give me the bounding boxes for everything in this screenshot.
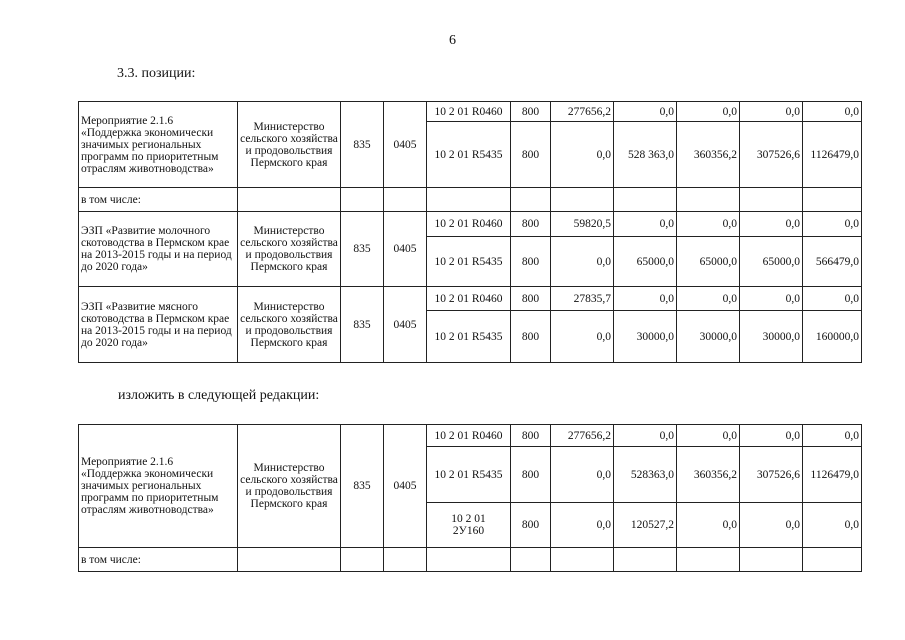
amount-cell: 0,0 (740, 425, 803, 447)
vr-code: 800 (511, 212, 551, 237)
empty-cell (341, 548, 384, 572)
empty-cell (511, 188, 551, 212)
amount-cell: 0,0 (551, 503, 614, 548)
vr-code: 800 (511, 425, 551, 447)
empty-cell (677, 188, 740, 212)
table-row (79, 102, 862, 122)
grbs-code: 835 (341, 212, 384, 287)
vr-code: 800 (511, 447, 551, 503)
empty-cell (803, 188, 862, 212)
amount-cell: 0,0 (551, 447, 614, 503)
org-name: Министерство сельского хозяйства и продовольствия Пермского края (238, 212, 341, 287)
vr-code: 800 (511, 102, 551, 122)
vr-code: 800 (511, 122, 551, 188)
amount-cell: 0,0 (551, 122, 614, 188)
amount-cell: 0,0 (551, 237, 614, 287)
amount-cell: 30000,0 (677, 311, 740, 363)
empty-cell (384, 548, 427, 572)
rzpr-code: 0405 (384, 212, 427, 287)
csr-code: 10 2 01 R0460 (427, 102, 511, 122)
amount-cell: 277656,2 (551, 425, 614, 447)
amount-cell: 0,0 (614, 102, 677, 122)
amount-cell: 307526,6 (740, 447, 803, 503)
amount-cell: 160000,0 (803, 311, 862, 363)
amount-cell: 0,0 (677, 503, 740, 548)
empty-cell (677, 548, 740, 572)
empty-cell (427, 188, 511, 212)
amount-cell: 0,0 (803, 503, 862, 548)
csr-code: 10 2 01 2У160 (427, 503, 511, 548)
including-label: в том числе: (79, 548, 238, 572)
table-row (79, 212, 862, 237)
amount-cell: 0,0 (677, 425, 740, 447)
empty-cell (551, 188, 614, 212)
amount-cell: 59820,5 (551, 212, 614, 237)
csr-code: 10 2 01 R0460 (427, 287, 511, 311)
amount-cell: 528363,0 (614, 447, 677, 503)
amount-cell: 277656,2 (551, 102, 614, 122)
table-row (79, 548, 862, 572)
vr-code: 800 (511, 311, 551, 363)
empty-cell (238, 188, 341, 212)
amount-cell: 0,0 (614, 287, 677, 311)
page-number: 6 (449, 33, 456, 48)
amount-cell: 360356,2 (677, 447, 740, 503)
amount-cell: 0,0 (740, 212, 803, 237)
measure-name: Мероприятие 2.1.6 «Поддержка экономически значимых региональных программ по приоритетным отраслям животноводства» (79, 425, 238, 548)
table-new (78, 424, 862, 572)
table-row (79, 425, 862, 447)
empty-cell (614, 188, 677, 212)
empty-cell (803, 548, 862, 572)
empty-cell (511, 548, 551, 572)
empty-cell (341, 188, 384, 212)
amount-cell: 566479,0 (803, 237, 862, 287)
amount-cell: 65000,0 (614, 237, 677, 287)
amount-cell: 0,0 (803, 102, 862, 122)
empty-cell (551, 548, 614, 572)
csr-code: 10 2 01 R0460 (427, 425, 511, 447)
amount-cell: 65000,0 (677, 237, 740, 287)
amount-cell: 120527,2 (614, 503, 677, 548)
amount-cell: 0,0 (803, 287, 862, 311)
amount-cell: 360356,2 (677, 122, 740, 188)
org-name: Министерство сельского хозяйства и продовольствия Пермского края (238, 425, 341, 548)
grbs-code: 835 (341, 287, 384, 363)
heading-new-edition: изложить в следующей редакции: (118, 388, 320, 403)
amount-cell: 0,0 (677, 212, 740, 237)
program-name: ЭЗП «Развитие мясного скотоводства в Пермском крае на 2013-2015 годы и на период до 2020 года» (79, 287, 238, 363)
table-row (79, 188, 862, 212)
amount-cell: 0,0 (614, 212, 677, 237)
rzpr-code: 0405 (384, 287, 427, 363)
heading-positions: 3.3. позиции: (117, 66, 196, 81)
empty-cell (740, 188, 803, 212)
amount-cell: 0,0 (803, 425, 862, 447)
amount-cell: 0,0 (614, 425, 677, 447)
amount-cell: 27835,7 (551, 287, 614, 311)
program-name: ЭЗП «Развитие молочного скотоводства в Пермском крае на 2013-2015 годы и на период до 2020 года» (79, 212, 238, 287)
amount-cell: 0,0 (803, 212, 862, 237)
amount-cell: 30000,0 (740, 311, 803, 363)
vr-code: 800 (511, 287, 551, 311)
amount-cell: 0,0 (677, 102, 740, 122)
vr-code: 800 (511, 503, 551, 548)
empty-cell (238, 548, 341, 572)
measure-name: Мероприятие 2.1.6 «Поддержка экономически значимых региональных программ по приоритетным отраслям животноводства» (79, 102, 238, 188)
including-label: в том числе: (79, 188, 238, 212)
empty-cell (384, 188, 427, 212)
table-row (79, 287, 862, 311)
amount-cell: 0,0 (740, 503, 803, 548)
amount-cell: 528 363,0 (614, 122, 677, 188)
amount-cell: 0,0 (677, 287, 740, 311)
empty-cell (427, 548, 511, 572)
amount-cell: 0,0 (740, 102, 803, 122)
amount-cell: 65000,0 (740, 237, 803, 287)
amount-cell: 0,0 (740, 287, 803, 311)
empty-cell (614, 548, 677, 572)
empty-cell (740, 548, 803, 572)
amount-cell: 1126479,0 (803, 122, 862, 188)
org-name: Министерство сельского хозяйства и продовольствия Пермского края (238, 287, 341, 363)
amount-cell: 1126479,0 (803, 447, 862, 503)
amount-cell: 307526,6 (740, 122, 803, 188)
rzpr-code: 0405 (384, 425, 427, 548)
csr-code: 10 2 01 R5435 (427, 311, 511, 363)
rzpr-code: 0405 (384, 102, 427, 188)
amount-cell: 0,0 (551, 311, 614, 363)
csr-code: 10 2 01 R5435 (427, 122, 511, 188)
grbs-code: 835 (341, 425, 384, 548)
csr-code: 10 2 01 R0460 (427, 212, 511, 237)
csr-code: 10 2 01 R5435 (427, 237, 511, 287)
table-old (78, 101, 862, 363)
grbs-code: 835 (341, 102, 384, 188)
amount-cell: 30000,0 (614, 311, 677, 363)
org-name: Министерство сельского хозяйства и продовольствия Пермского края (238, 102, 341, 188)
csr-code: 10 2 01 R5435 (427, 447, 511, 503)
vr-code: 800 (511, 237, 551, 287)
